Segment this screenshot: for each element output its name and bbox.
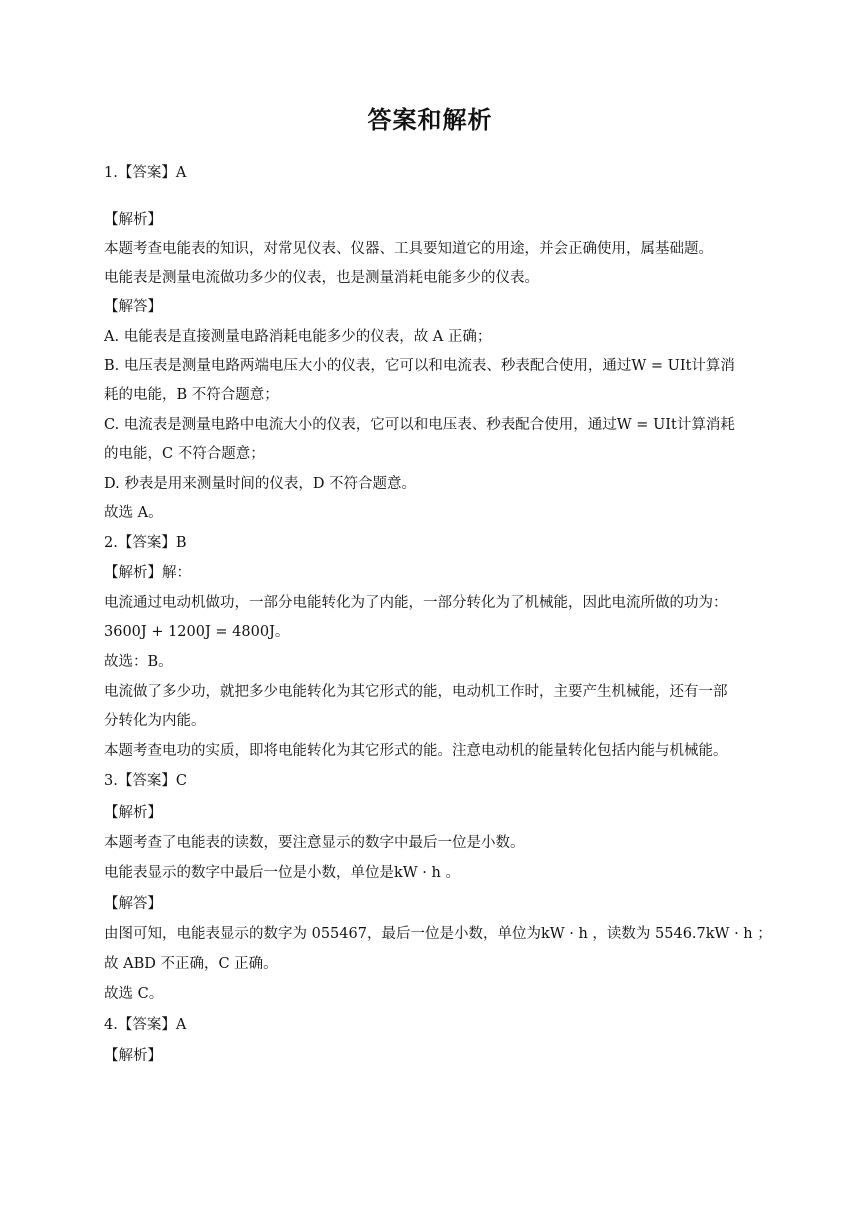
text-line: 耗的电能，B 不符合题意；	[104, 387, 279, 403]
text-line: 【解析】	[104, 212, 162, 228]
text-line: 【解析】解：	[104, 565, 191, 581]
text-line: 【解答】	[104, 896, 162, 912]
text-line: 1.【答案】A	[104, 165, 187, 181]
text-line: 2.【答案】B	[104, 535, 187, 551]
page-title: 答案和解析	[367, 106, 493, 134]
text-line: 的电能，C 不符合题意；	[104, 446, 265, 462]
text-line: 【解析】	[104, 1048, 162, 1064]
text-line: 分转化为内能。	[104, 713, 206, 729]
text-line: 本题考查电能表的知识，对常见仪表、仪器、工具要知道它的用途，并会正确使用，属基础题。	[104, 241, 713, 257]
text-line: A. 电能表是直接测量电路消耗电能多少的仪表，故 A 正确；	[104, 329, 492, 345]
text-line: 【解析】	[104, 805, 162, 821]
text-line: 由图可知，电能表显示的数字为 055467，最后一位是小数，单位为kW · h ，读数为 5546.7kW · h ；	[104, 926, 772, 942]
text-line: C. 电流表是测量电路中电流大小的仪表，它可以和电压表、秒表配合使用，通过W = UIt计算消耗	[104, 417, 735, 433]
text-line: 电能表是测量电流做功多少的仪表，也是测量消耗电能多少的仪表。	[104, 270, 539, 286]
text-line: 电流做了多少功，就把多少电能转化为其它形式的能，电动机工作时，主要产生机械能，还有一部	[104, 684, 728, 700]
text-line: 故选：B。	[104, 654, 173, 670]
text-line: D. 秒表是用来测量时间的仪表，D 不符合题意。	[104, 476, 417, 492]
text-line: 4.【答案】A	[104, 1017, 187, 1033]
text-line: 故 ABD 不正确，C 正确。	[104, 956, 278, 972]
text-line: 故选 A。	[104, 505, 163, 521]
text-line: 故选 C。	[104, 986, 164, 1002]
text-line: 3600J + 1200J = 4800J。	[104, 624, 290, 640]
text-line: 本题考查了电能表的读数，要注意显示的数字中最后一位是小数。	[104, 835, 525, 851]
text-line: B. 电压表是测量电路两端电压大小的仪表，它可以和电流表、秒表配合使用，通过W = UIt计算消	[104, 358, 735, 374]
text-line: 电流通过电动机做功，一部分电能转化为了内能，一部分转化为了机械能，因此电流所做的功为：	[104, 595, 728, 611]
text-line: 电能表显示的数字中最后一位是小数，单位是kW · h 。	[104, 865, 460, 881]
text-line: 本题考查电功的实质，即将电能转化为其它形式的能。注意电动机的能量转化包括内能与机械能。	[104, 743, 728, 759]
text-line: 【解答】	[104, 299, 162, 315]
text-line: 3.【答案】C	[104, 773, 187, 789]
